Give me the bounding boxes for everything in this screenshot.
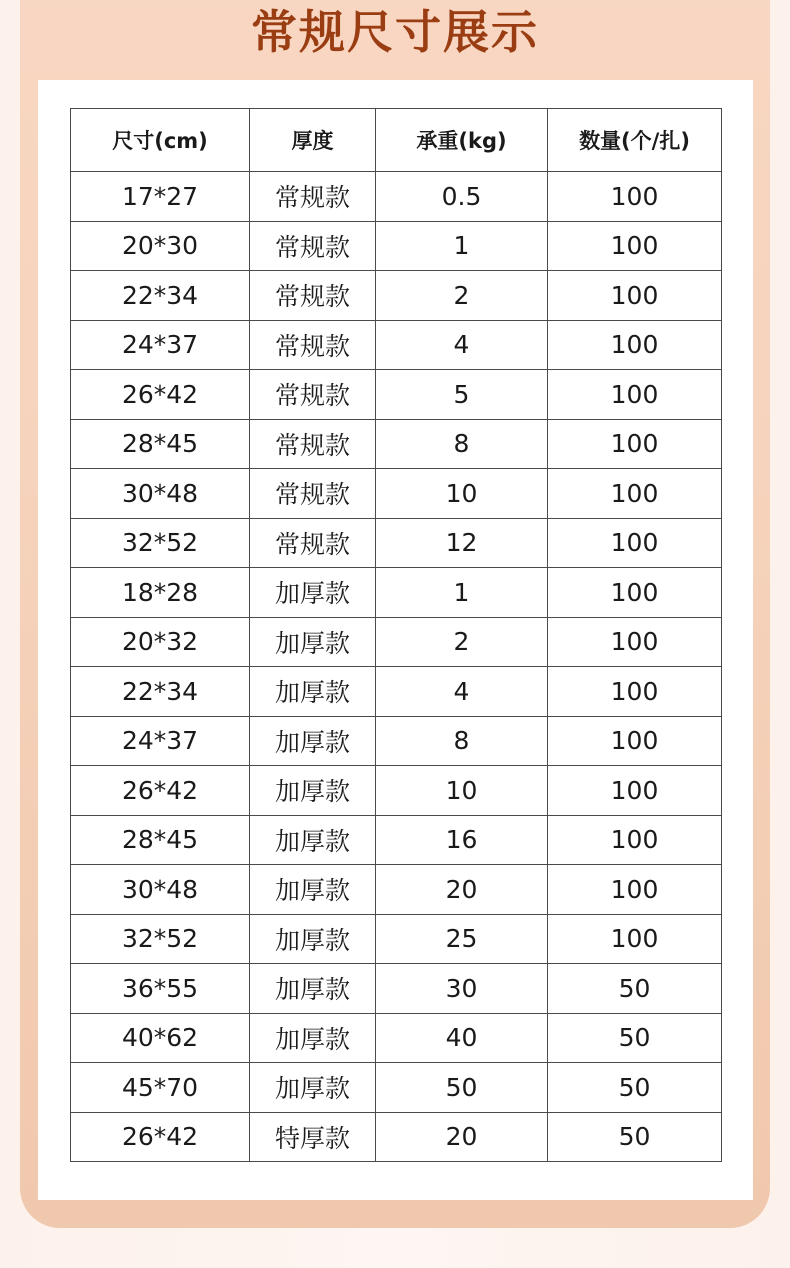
cell-size: 36*55 bbox=[71, 964, 250, 1014]
cell-load: 4 bbox=[376, 667, 548, 717]
cell-size: 45*70 bbox=[71, 1063, 250, 1113]
table-panel bbox=[38, 80, 753, 1200]
cell-load: 10 bbox=[376, 766, 548, 816]
cell-size: 28*45 bbox=[71, 419, 250, 469]
cell-size: 24*37 bbox=[71, 716, 250, 766]
cell-quantity: 100 bbox=[548, 469, 722, 519]
cell-quantity: 50 bbox=[548, 1063, 722, 1113]
cell-size: 18*28 bbox=[71, 568, 250, 618]
table-row bbox=[71, 221, 722, 271]
cell-quantity: 100 bbox=[548, 172, 722, 222]
cell-thickness: 加厚款 bbox=[250, 716, 376, 766]
cell-thickness: 加厚款 bbox=[250, 914, 376, 964]
cell-load: 1 bbox=[376, 221, 548, 271]
table-row bbox=[71, 667, 722, 717]
page-title: 常规尺寸展示 bbox=[251, 5, 539, 59]
table-row bbox=[71, 469, 722, 519]
cell-load: 10 bbox=[376, 469, 548, 519]
cell-size: 28*45 bbox=[71, 815, 250, 865]
cell-load: 5 bbox=[376, 370, 548, 420]
table-row bbox=[71, 1013, 722, 1063]
cell-quantity: 100 bbox=[548, 221, 722, 271]
cell-thickness: 常规款 bbox=[250, 419, 376, 469]
table-row bbox=[71, 370, 722, 420]
cell-thickness: 常规款 bbox=[250, 221, 376, 271]
table-row bbox=[71, 1063, 722, 1113]
cell-quantity: 50 bbox=[548, 1013, 722, 1063]
header-load: 承重(kg) bbox=[376, 109, 548, 172]
cell-size: 26*42 bbox=[71, 370, 250, 420]
cell-load: 2 bbox=[376, 617, 548, 667]
cell-size: 30*48 bbox=[71, 865, 250, 915]
cell-quantity: 100 bbox=[548, 766, 722, 816]
cell-quantity: 50 bbox=[548, 964, 722, 1014]
cell-size: 24*37 bbox=[71, 320, 250, 370]
table-row bbox=[71, 419, 722, 469]
cell-quantity: 50 bbox=[548, 1112, 722, 1162]
cell-thickness: 常规款 bbox=[250, 518, 376, 568]
cell-size: 17*27 bbox=[71, 172, 250, 222]
cell-load: 2 bbox=[376, 271, 548, 321]
header-quantity: 数量(个/扎) bbox=[548, 109, 722, 172]
table-row bbox=[71, 568, 722, 618]
table-row bbox=[71, 716, 722, 766]
table-row bbox=[71, 865, 722, 915]
cell-load: 8 bbox=[376, 716, 548, 766]
cell-thickness: 加厚款 bbox=[250, 815, 376, 865]
cell-load: 1 bbox=[376, 568, 548, 618]
cell-thickness: 加厚款 bbox=[250, 568, 376, 618]
cell-load: 0.5 bbox=[376, 172, 548, 222]
cell-thickness: 加厚款 bbox=[250, 1063, 376, 1113]
cell-thickness: 特厚款 bbox=[250, 1112, 376, 1162]
cell-quantity: 100 bbox=[548, 419, 722, 469]
cell-thickness: 常规款 bbox=[250, 370, 376, 420]
cell-thickness: 常规款 bbox=[250, 320, 376, 370]
cell-load: 40 bbox=[376, 1013, 548, 1063]
cell-load: 20 bbox=[376, 1112, 548, 1162]
cell-quantity: 100 bbox=[548, 865, 722, 915]
cell-thickness: 加厚款 bbox=[250, 1013, 376, 1063]
cell-size: 22*34 bbox=[71, 667, 250, 717]
cell-load: 20 bbox=[376, 865, 548, 915]
table-row bbox=[71, 964, 722, 1014]
cell-quantity: 100 bbox=[548, 716, 722, 766]
cell-load: 25 bbox=[376, 914, 548, 964]
table-header-row bbox=[71, 109, 722, 172]
cell-quantity: 100 bbox=[548, 914, 722, 964]
cell-thickness: 加厚款 bbox=[250, 766, 376, 816]
cell-size: 40*62 bbox=[71, 1013, 250, 1063]
cell-thickness: 加厚款 bbox=[250, 865, 376, 915]
cell-size: 26*42 bbox=[71, 1112, 250, 1162]
cell-size: 26*42 bbox=[71, 766, 250, 816]
cell-thickness: 加厚款 bbox=[250, 964, 376, 1014]
cell-quantity: 100 bbox=[548, 617, 722, 667]
cell-thickness: 加厚款 bbox=[250, 617, 376, 667]
table-row bbox=[71, 320, 722, 370]
table-body bbox=[71, 172, 722, 1162]
table-row bbox=[71, 1112, 722, 1162]
table-row bbox=[71, 766, 722, 816]
cell-load: 16 bbox=[376, 815, 548, 865]
cell-quantity: 100 bbox=[548, 568, 722, 618]
cell-size: 30*48 bbox=[71, 469, 250, 519]
cell-load: 4 bbox=[376, 320, 548, 370]
cell-quantity: 100 bbox=[548, 271, 722, 321]
header-size: 尺寸(cm) bbox=[71, 109, 250, 172]
cell-size: 22*34 bbox=[71, 271, 250, 321]
size-table bbox=[70, 108, 722, 1162]
cell-load: 8 bbox=[376, 419, 548, 469]
table-row bbox=[71, 271, 722, 321]
table-row bbox=[71, 172, 722, 222]
cell-thickness: 常规款 bbox=[250, 271, 376, 321]
cell-size: 20*32 bbox=[71, 617, 250, 667]
cell-thickness: 常规款 bbox=[250, 469, 376, 519]
cell-load: 50 bbox=[376, 1063, 548, 1113]
table-row bbox=[71, 617, 722, 667]
cell-load: 30 bbox=[376, 964, 548, 1014]
cell-quantity: 100 bbox=[548, 667, 722, 717]
cell-size: 32*52 bbox=[71, 518, 250, 568]
cell-thickness: 常规款 bbox=[250, 172, 376, 222]
cell-quantity: 100 bbox=[548, 518, 722, 568]
cell-size: 20*30 bbox=[71, 221, 250, 271]
table-row bbox=[71, 914, 722, 964]
cell-load: 12 bbox=[376, 518, 548, 568]
header-thickness: 厚度 bbox=[250, 109, 376, 172]
cell-quantity: 100 bbox=[548, 320, 722, 370]
table-row bbox=[71, 518, 722, 568]
cell-quantity: 100 bbox=[548, 815, 722, 865]
cell-quantity: 100 bbox=[548, 370, 722, 420]
cell-size: 32*52 bbox=[71, 914, 250, 964]
table-row bbox=[71, 815, 722, 865]
cell-thickness: 加厚款 bbox=[250, 667, 376, 717]
